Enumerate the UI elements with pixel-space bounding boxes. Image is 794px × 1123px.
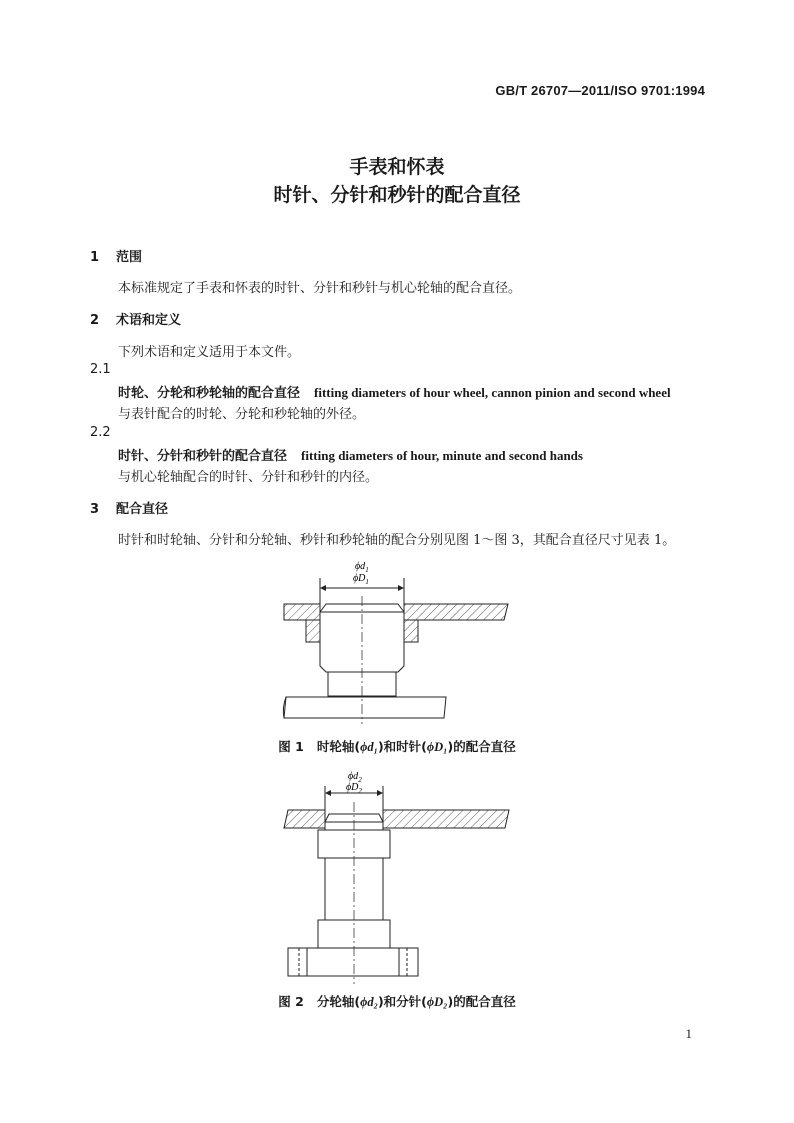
term-en: fitting diameters of hour wheel, cannon pinion and second wheel	[314, 385, 671, 400]
figure-1-diagram	[283, 578, 508, 724]
hand-plate-left	[284, 810, 325, 828]
section-3-text: 时针和时轮轴、分针和分轮轴、秒针和秒轮轴的配合分别见图 1～图 3，其配合直径尺寸见表 1。	[118, 533, 676, 548]
section-title: 范围	[116, 250, 143, 265]
hand-plate-right	[404, 604, 508, 620]
figure-2-dim-D: $\phi D_2$	[346, 782, 362, 795]
figure-1-dim-d: $\phi d_1$	[355, 561, 369, 574]
term-2-1-definition: 与表针配合的时轮、分轮和秒轮轴的外径。	[118, 407, 366, 422]
document-title: 手表和怀表	[349, 156, 445, 178]
figure-label: 图 2	[278, 994, 304, 1009]
term-zh: 时针、分针和秒针的配合直径	[118, 449, 288, 464]
hand-boss-right	[404, 620, 418, 642]
hour-wheel-plate	[284, 697, 446, 718]
section-1-text: 本标准规定了手表和怀表的时针、分针和秒针与机心轮轴的配合直径。	[118, 281, 522, 296]
figure-2-diagram	[284, 786, 509, 984]
page-number: 1	[685, 1026, 692, 1041]
term-en: fitting diameters of hour, minute and second hands	[301, 448, 583, 463]
hand-boss-left	[306, 620, 320, 642]
figure-2-dim-d: $\phi d_2$	[348, 771, 362, 784]
section-number: 2	[90, 313, 100, 328]
section-number: 1	[90, 250, 100, 265]
document-subtitle: 时针、分针和秒针的配合直径	[273, 184, 521, 206]
figure-1-dim-D: $\phi D_1$	[353, 573, 369, 586]
figure-1-caption: 图 1 时轮轴(ϕd₁)和时针(ϕD₁)的配合直径	[278, 739, 516, 754]
term-zh: 时轮、分轮和秒轮轴的配合直径	[118, 386, 301, 401]
section-title: 配合直径	[116, 502, 169, 517]
standard-code: GB/T 26707—2011/ISO 9701:1994	[495, 83, 705, 98]
section-title: 术语和定义	[116, 313, 182, 328]
term-2-2-number: 2.2	[90, 425, 111, 440]
figure-2-caption: 图 2 分轮轴(ϕd₂)和分针(ϕD₂)的配合直径	[278, 994, 516, 1009]
hand-plate-right	[383, 810, 509, 828]
hand-plate-left	[284, 604, 320, 620]
term-2-2-definition: 与机心轮轴配合的时针、分针和秒针的内径。	[118, 470, 379, 485]
figure-label: 图 1	[278, 739, 304, 754]
term-2-1-number: 2.1	[90, 362, 111, 377]
section-number: 3	[90, 502, 100, 517]
section-2-text: 下列术语和定义适用于本文件。	[118, 345, 301, 360]
